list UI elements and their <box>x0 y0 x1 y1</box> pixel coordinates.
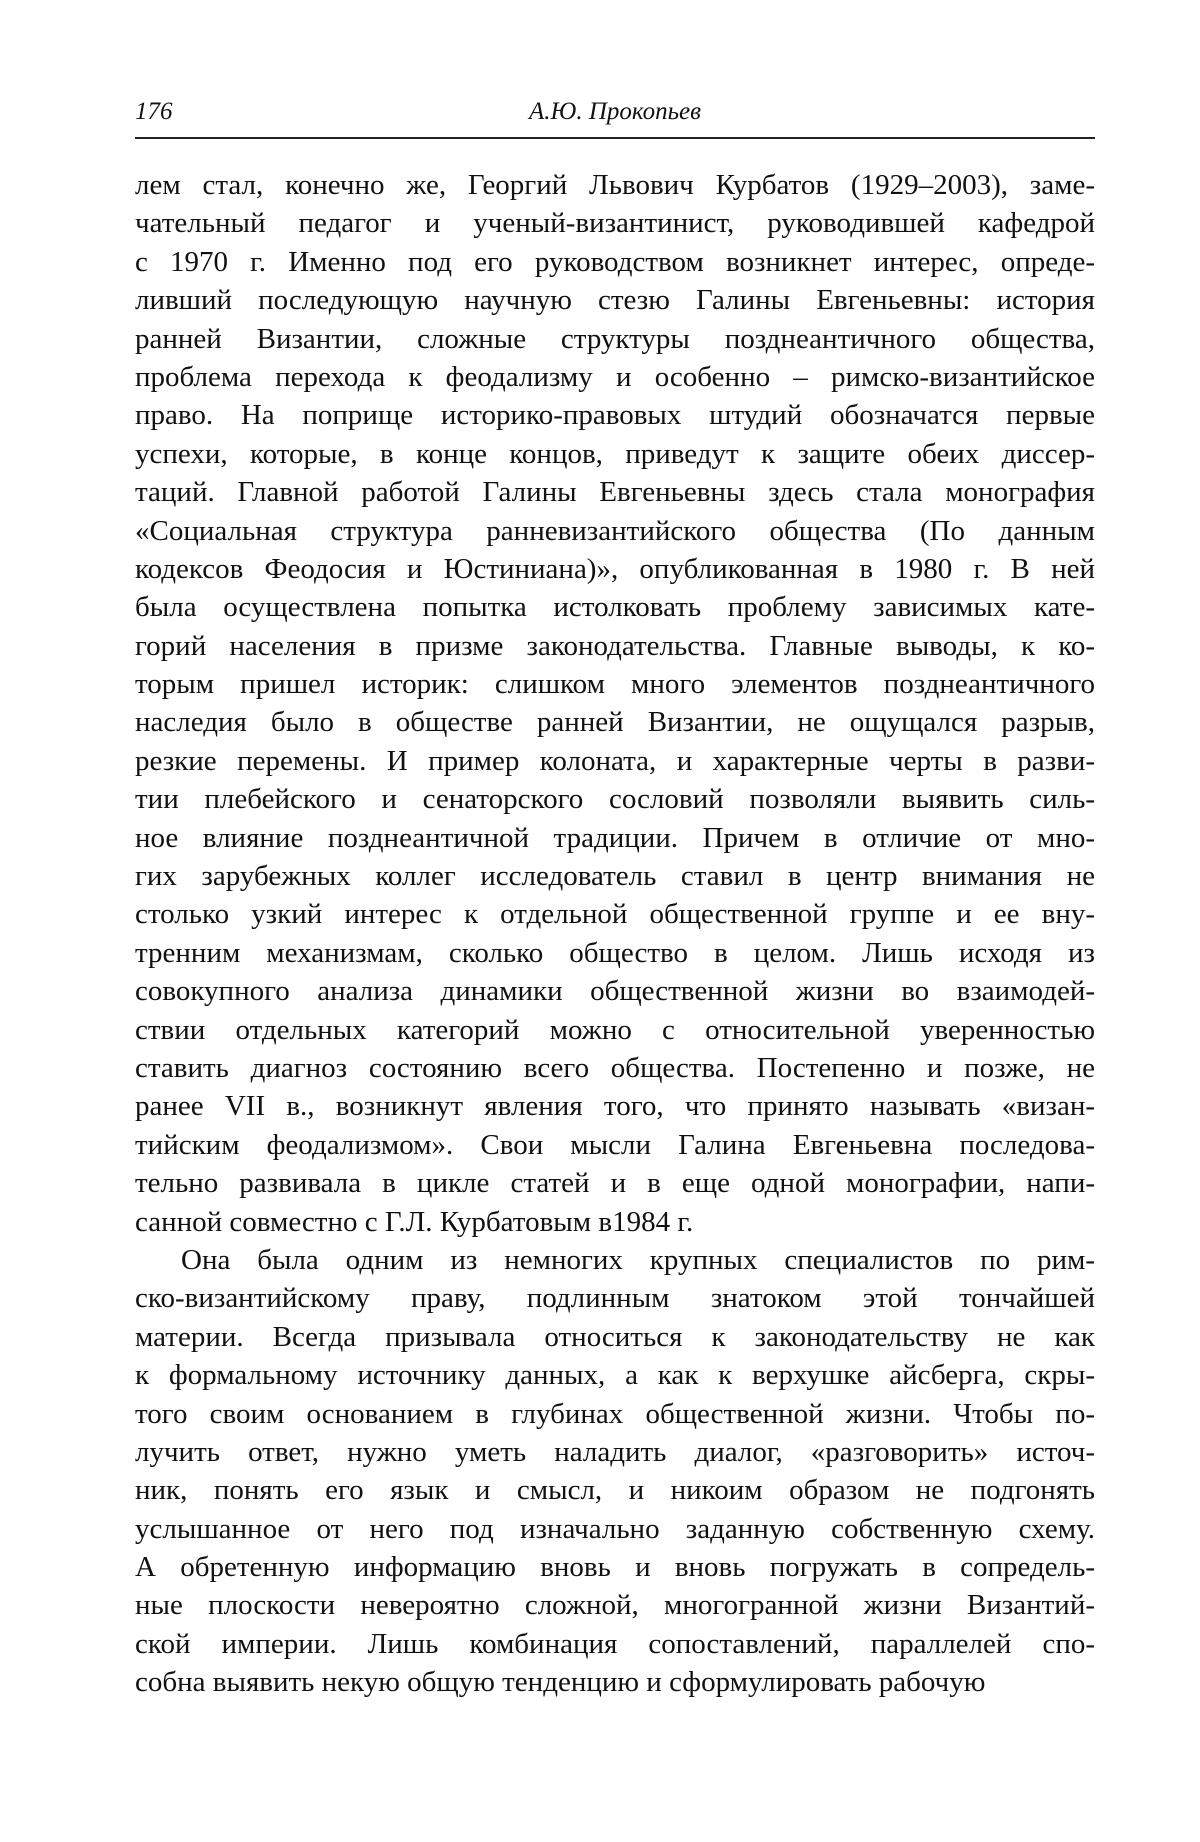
text-line <box>135 358 1095 396</box>
text-line-content: успехи, которые, в конце концов, приведут к защите обеих диссер- <box>135 437 1095 470</box>
text-line <box>135 780 1095 818</box>
text-line <box>135 473 1095 511</box>
text-line <box>135 972 1095 1010</box>
text-line-content: тельно развивала в цикле статей и в еще одной монографии, напи- <box>135 1167 1095 1200</box>
text-line <box>135 396 1095 434</box>
text-line-content: ско-византийскому праву, подлинным знатоком этой тончайшей <box>135 1282 1095 1315</box>
text-line <box>135 1279 1095 1317</box>
text-line-content: услышанное от него под изначально заданную собственную схему. <box>135 1512 1095 1545</box>
text-line-content: горий населения в призме законодательства. Главные выводы, к ко- <box>135 629 1095 662</box>
text-line-content: совокупного анализа динамики общественной жизни во взаимодей- <box>135 975 1095 1008</box>
text-line-content: тренним механизмам, сколько общество в целом. Лишь исходя из <box>135 936 1095 969</box>
text-line <box>135 934 1095 972</box>
text-line <box>135 703 1095 741</box>
text-line-content: А обретенную информацию вновь и вновь погружать в сопредель- <box>135 1551 1095 1584</box>
text-line <box>135 1011 1095 1049</box>
text-line-content: Она была одним из немногих крупных специалистов по рим- <box>181 1243 1095 1276</box>
text-line-content: право. На поприще историко-правовых штудий обозначатся первые <box>135 399 1095 432</box>
text-line-content: проблема перехода к феодализму и особенно – римско-византийское <box>135 360 1095 393</box>
text-line <box>135 166 1095 204</box>
text-line <box>135 1510 1095 1548</box>
text-line <box>135 320 1095 358</box>
text-line-content: гих зарубежных коллег исследователь ставил в центр внимания не <box>135 860 1095 893</box>
text-line-content: ставить диагноз состоянию всего общества. Постепенно и позже, не <box>135 1051 1095 1084</box>
page-number: 176 <box>135 98 173 125</box>
text-line <box>135 588 1095 626</box>
text-line-content: лучить ответ, нужно уметь наладить диалог, «разговорить» источ- <box>135 1435 1095 1468</box>
text-line <box>135 857 1095 895</box>
text-line <box>135 512 1095 550</box>
text-line <box>135 1049 1095 1087</box>
text-line <box>135 895 1095 933</box>
text-line-content: столько узкий интерес к отдельной общественной группе и ее вну- <box>135 898 1095 931</box>
text-line <box>135 627 1095 665</box>
text-line-content: ник, понять его язык и смысл, и никоим образом не подгонять <box>135 1474 1095 1507</box>
text-line <box>135 243 1095 281</box>
text-line-content: собна выявить некую общую тенденцию и сформулировать рабочую <box>135 1666 986 1699</box>
text-line <box>135 1471 1095 1509</box>
text-line <box>135 1586 1095 1624</box>
text-line <box>135 1395 1095 1433</box>
text-line-content: лем стал, конечно же, Георгий Львович Курбатов (1929–2003), заме- <box>135 169 1095 201</box>
text-line-content: ской империи. Лишь комбинация сопоставлений, параллелей спо- <box>135 1627 1095 1660</box>
text-line <box>135 204 1095 242</box>
text-line <box>135 742 1095 780</box>
text-line-content: резкие перемены. И пример колоната, и характерные черты в разви- <box>135 744 1095 777</box>
text-line-content: тийским феодализмом». Свои мысли Галина Евгеньевна последова- <box>135 1128 1095 1161</box>
text-line-content: ранней Византии, сложные структуры позднеантичного общества, <box>135 322 1095 355</box>
text-line <box>135 1433 1095 1471</box>
text-line-content: чательный педагог и ученый-византинист, руководившей кафедрой <box>135 207 1095 240</box>
text-line-content: к формальному источнику данных, а как к верхушке айсберга, скры- <box>135 1359 1095 1392</box>
text-line <box>135 550 1095 588</box>
text-line <box>135 1625 1095 1663</box>
header-rule <box>135 137 1095 139</box>
text-line <box>135 1126 1095 1164</box>
text-line <box>135 1548 1095 1586</box>
text-line-content: «Социальная структура ранневизантийского общества (По данным <box>135 514 1095 547</box>
body-text <box>135 166 1095 1702</box>
text-line-content: торым пришел историк: слишком много элементов позднеантичного <box>135 668 1095 701</box>
text-line-content: ное влияние позднеантичной традиции. Причем в отличие от мно- <box>135 821 1095 854</box>
text-line-content: тии плебейского и сенаторского сословий позволяли выявить силь- <box>135 783 1095 816</box>
text-line-content: того своим основанием в глубинах общественной жизни. Чтобы по- <box>135 1397 1095 1430</box>
text-line <box>135 1356 1095 1394</box>
text-line <box>135 1241 1095 1279</box>
text-line <box>135 281 1095 319</box>
text-line <box>135 1087 1095 1125</box>
text-line <box>135 1318 1095 1356</box>
text-line-content: была осуществлена попытка истолковать проблему зависимых кате- <box>135 591 1095 624</box>
text-line-content: с 1970 г. Именно под его руководством возникнет интерес, опреде- <box>135 245 1095 278</box>
text-line <box>135 1663 1095 1701</box>
text-line-content: ствии отдельных категорий можно с относительной уверенностью <box>135 1013 1095 1046</box>
text-line <box>135 1203 1095 1241</box>
text-line-content: ные плоскости невероятно сложной, многогранной жизни Византий- <box>135 1589 1095 1622</box>
text-line-content: ливший последующую научную стезю Галины Евгеньевны: история <box>135 284 1095 317</box>
text-line <box>135 435 1095 473</box>
text-line <box>135 819 1095 857</box>
text-line-content: санной совместно с Г.Л. Курбатовым в1984 г. <box>135 1205 694 1238</box>
running-header-author: А.Ю. Прокопьев <box>529 98 701 125</box>
text-line-content: материи. Всегда призывала относиться к законодательству не как <box>135 1320 1095 1353</box>
text-line-content: кодексов Феодосия и Юстиниана)», опубликованная в 1980 г. В ней <box>135 552 1095 585</box>
text-line-content: наследия было в обществе ранней Византии, не ощущался разрыв, <box>135 706 1095 739</box>
text-line-content: таций. Главной работой Галины Евгеньевны здесь стала монография <box>135 476 1095 509</box>
text-line <box>135 665 1095 703</box>
text-line <box>135 1164 1095 1202</box>
text-line-content: ранее VII в., возникнут явления того, что принято называть «визан- <box>135 1090 1095 1123</box>
